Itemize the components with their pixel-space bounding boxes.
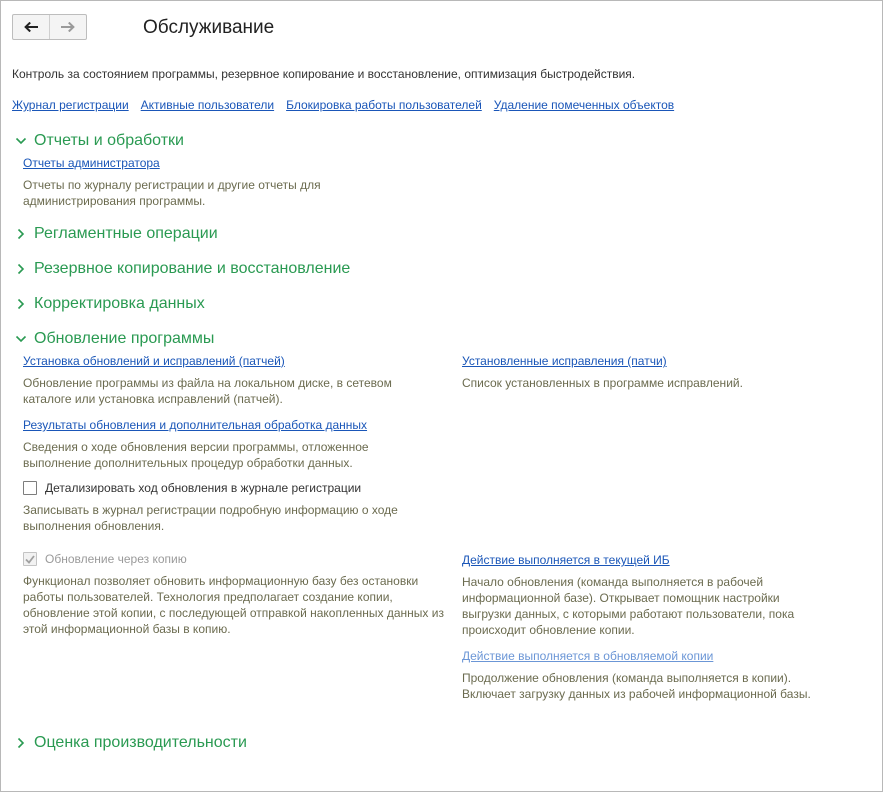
- current-ib-action-hint: Начало обновления (команда выполняется в рабочей информационной базе). Открывает помощник настройки выгрузки данных, с которыми работают пользователи, пока происходит обновление копии.: [462, 575, 795, 637]
- update-results-hint: Сведения о ходе обновления версии программы, отложенное выполнение дополнительных процедур обработки данных.: [23, 440, 369, 470]
- section-update-title: Обновление программы: [34, 330, 215, 347]
- section-correction-header[interactable]: [15, 294, 205, 314]
- detail-log-hint: Записывать в журнал регистрации подробную информацию о ходе выполнения обновления.: [23, 503, 398, 533]
- update-results-link[interactable]: Результаты обновления и дополнительная обработка данных: [23, 418, 368, 432]
- section-scheduled-header[interactable]: [15, 224, 218, 244]
- arrow-right-icon: [61, 22, 75, 32]
- delete-marked-objects-link[interactable]: Удаление помеченных объектов: [493, 98, 675, 112]
- update-via-copy-checkbox-row[interactable]: [23, 551, 187, 567]
- arrow-left-icon: [24, 22, 38, 32]
- chevron-right-icon: [15, 228, 27, 240]
- section-correction-title: Корректировка данных: [34, 295, 205, 312]
- section-reports-title: Отчеты и обработки: [34, 132, 184, 149]
- update-via-copy-checkbox-label: Обновление через копию: [45, 552, 187, 566]
- install-updates-hint: Обновление программы из файла на локальном диске, в сетевом каталоге или установка исправлений (патчей).: [23, 376, 392, 406]
- section-backup-header[interactable]: [15, 259, 350, 279]
- checkmark-icon: [25, 555, 35, 564]
- update-via-copy-checkbox[interactable]: [23, 552, 37, 566]
- chevron-down-icon: [15, 135, 27, 147]
- navigation-buttons: [12, 14, 87, 40]
- section-update-header[interactable]: [15, 329, 214, 349]
- active-users-link[interactable]: Активные пользователи: [140, 98, 275, 112]
- chevron-right-icon: [15, 263, 27, 275]
- chevron-right-icon: [15, 737, 27, 749]
- installed-patches-hint: Список установленных в программе исправлений.: [462, 376, 743, 390]
- section-performance-header[interactable]: [15, 733, 247, 753]
- detail-log-checkbox-label: Детализировать ход обновления в журнале регистрации: [45, 481, 362, 495]
- page-title: Обслуживание: [143, 17, 275, 38]
- chevron-down-icon: [15, 333, 27, 345]
- update-via-copy-hint: Функционал позволяет обновить информационную базу без остановки работы пользователей. Технология предполагает создание копии, обновление этой копии, с последующей отправкой накопленных данных из этой информационной базы в копию.: [23, 574, 444, 636]
- detail-log-checkbox-row[interactable]: [23, 480, 361, 496]
- copy-action-hint: Продолжение обновления (команда выполняется в копии). Включает загрузку данных из рабочей информационной базы.: [462, 671, 811, 701]
- section-backup-title: Резервное копирование и восстановление: [34, 260, 351, 277]
- install-updates-link[interactable]: Установка обновлений и исправлений (патчей): [23, 354, 285, 368]
- admin-reports-link[interactable]: Отчеты администратора: [23, 156, 160, 170]
- page-description: Контроль за состоянием программы, резервное копирование и восстановление, оптимизация быстродействия.: [12, 67, 636, 81]
- event-log-link[interactable]: Журнал регистрации: [12, 98, 129, 112]
- quick-links: [12, 97, 674, 113]
- admin-reports-hint: Отчеты по журналу регистрации и другие отчеты для администрирования программы.: [23, 178, 321, 208]
- chevron-right-icon: [15, 298, 27, 310]
- back-button[interactable]: [13, 15, 49, 39]
- section-reports-header[interactable]: [15, 131, 184, 151]
- forward-button[interactable]: [49, 15, 86, 39]
- section-scheduled-title: Регламентные операции: [34, 225, 218, 242]
- installed-patches-link[interactable]: Установленные исправления (патчи): [462, 354, 667, 368]
- section-performance-title: Оценка производительности: [34, 734, 247, 751]
- copy-action-link[interactable]: Действие выполняется в обновляемой копии: [462, 649, 714, 663]
- current-ib-action-link[interactable]: Действие выполняется в текущей ИБ: [462, 553, 670, 567]
- block-users-link[interactable]: Блокировка работы пользователей: [286, 98, 482, 112]
- detail-log-checkbox[interactable]: [23, 481, 37, 495]
